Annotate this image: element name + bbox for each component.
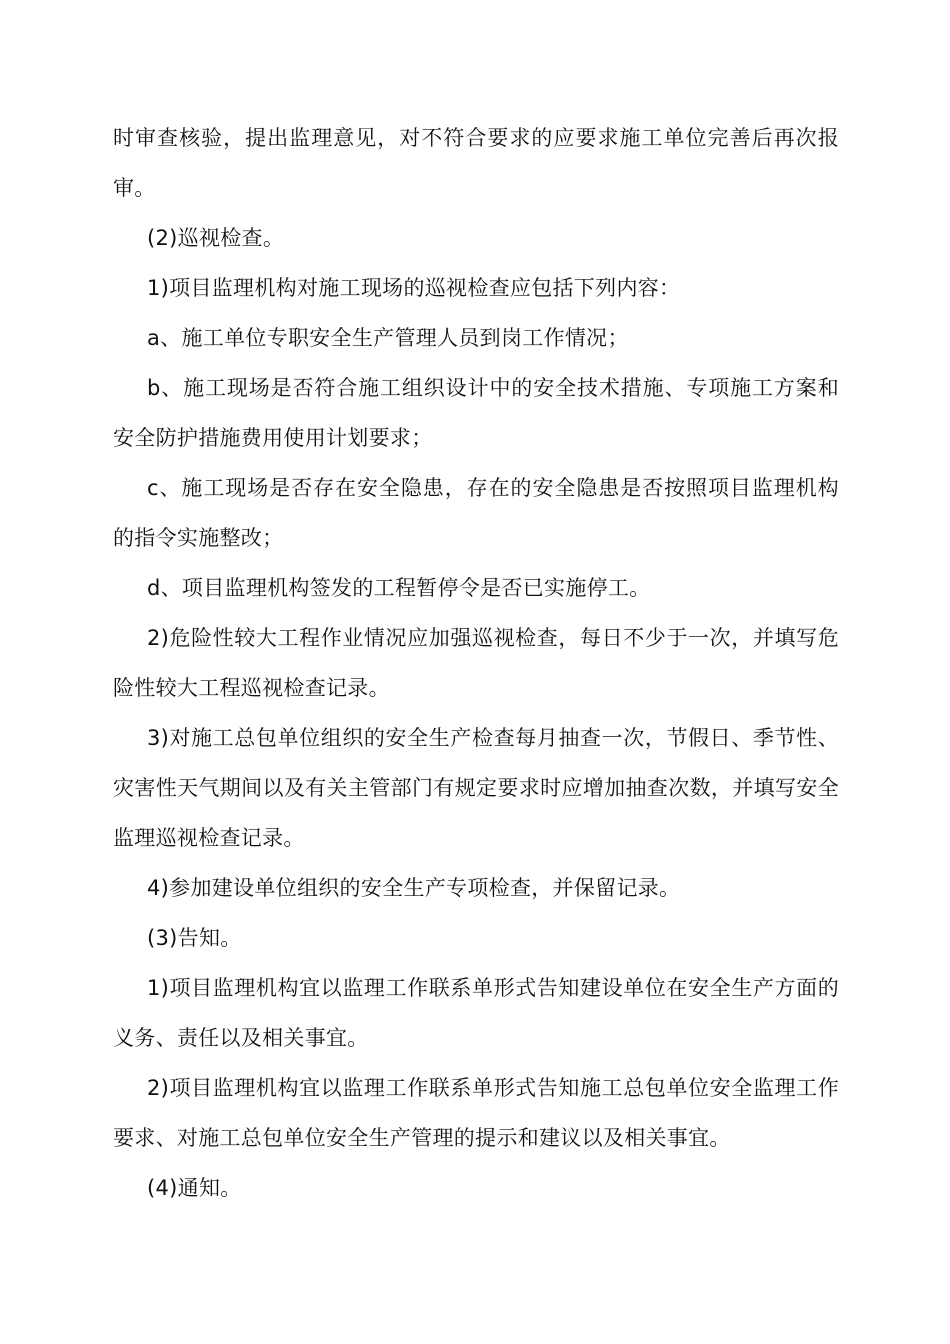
- list-item-d: d、项目监理机构签发的工程暂停令是否已实施停工。: [147, 576, 651, 600]
- list-item-b: b、施工现场是否符合施工组织设计中的安全技术措施、专项施工方案和安全防护措施费用使用计划要求；: [113, 376, 839, 450]
- section-heading-inspection: (2)巡视检查。: [147, 226, 285, 250]
- paragraph-inspection-scope: 1)项目监理机构对施工现场的巡视检查应包括下列内容：: [147, 276, 681, 300]
- document-body: [113, 113, 839, 1213]
- paragraph-notice-contractor: 2)项目监理机构宜以监理工作联系单形式告知施工总包单位安全监理工作要求、对施工总包单位安全生产管理的提示和建议以及相关事宜。: [113, 1076, 839, 1150]
- paragraph-hazardous-works: 2)危险性较大工程作业情况应加强巡视检查，每日不少于一次，并填写危险性较大工程巡视检查记录。: [113, 626, 839, 700]
- paragraph-notice-owner: 1)项目监理机构宜以监理工作联系单形式告知建设单位在安全生产方面的义务、责任以及相关事宜。: [113, 976, 839, 1050]
- section-heading-notice: (3)告知。: [147, 926, 242, 950]
- list-item-a: a、施工单位专职安全生产管理人员到岗工作情况；: [147, 326, 629, 350]
- paragraph-monthly-check: 3)对施工总包单位组织的安全生产检查每月抽查一次，节假日、季节性、灾害性天气期间以及有关主管部门有规定要求时应增加抽查次数，并填写安全监理巡视检查记录。: [113, 726, 839, 850]
- paragraph-special-check: 4)参加建设单位组织的安全生产专项检查，并保留记录。: [147, 876, 681, 900]
- list-item-c: c、施工现场是否存在安全隐患，存在的安全隐患是否按照项目监理机构的指令实施整改；: [113, 476, 839, 550]
- paragraph-continuation: 时审查核验，提出监理意见，对不符合要求的应要求施工单位完善后再次报审。: [113, 126, 839, 200]
- section-heading-notification: (4)通知。: [147, 1176, 242, 1200]
